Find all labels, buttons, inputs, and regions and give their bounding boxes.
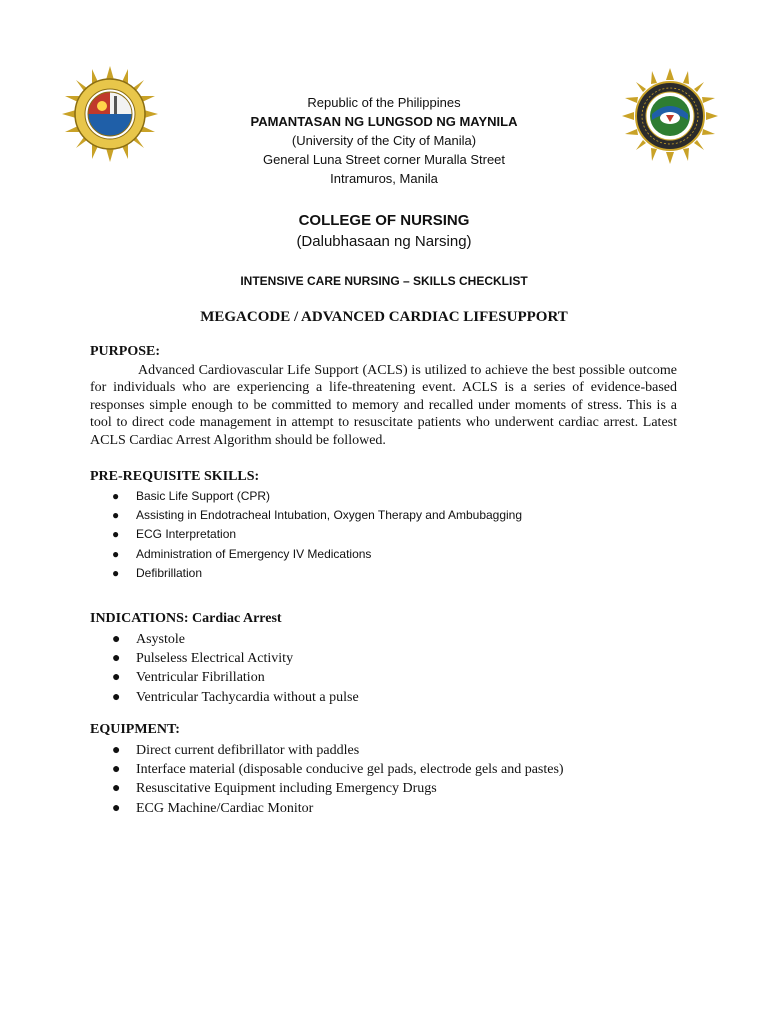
college-block xyxy=(184,211,584,253)
bullet-icon: ● xyxy=(112,762,121,778)
list-item: ● Pulseless Electrical Activity xyxy=(90,649,359,668)
university-name: PAMANTASAN NG LUNGSOD NG MAYNILA xyxy=(250,114,518,129)
address-line-1: General Luna Street corner Muralla Street xyxy=(262,152,506,167)
list-item: ● Asystole xyxy=(90,630,359,649)
prerequisites-heading: PRE-REQUISITE SKILLS: xyxy=(90,469,260,484)
college-subtitle: (Dalubhasaan ng Narsing) xyxy=(296,233,472,250)
purpose-paragraph: Advanced Cardiovascular Life Support (ACLS) is utilized to achieve the best possible outcome for individuals who are experiencing a life-threatening event. ACLS is a series of evidence-based responses simple enough to be committed to memory and recalled under moments of stress. This is a tool to direct code management in attempt to resuscitate patients who underwent cardiac arrest. Latest ACLS Cardiac Arrest Algorithm should be followed. xyxy=(90,363,677,448)
university-seal-logo xyxy=(62,66,158,162)
bullet-icon: ● xyxy=(112,689,121,705)
prerequisites-list xyxy=(90,487,522,583)
indications-heading: INDICATIONS: Cardiac Arrest xyxy=(90,611,282,626)
bullet-icon: ● xyxy=(112,743,121,758)
list-item: ● ECG Machine/Cardiac Monitor xyxy=(90,799,564,818)
college-name: COLLEGE OF NURSING xyxy=(298,212,470,229)
purpose-heading: PURPOSE: xyxy=(90,344,160,359)
bullet-icon: ● xyxy=(112,527,120,542)
bullet-icon: ● xyxy=(112,670,121,686)
list-item: ● Administration of Emergency IV Medications xyxy=(90,545,522,564)
college-seal-logo xyxy=(622,68,718,164)
bullet-icon: ● xyxy=(112,565,120,580)
list-item: ● Interface material (disposable conducive gel pads, electrode gels and pastes) xyxy=(90,760,564,779)
equipment-list xyxy=(90,741,564,818)
list-item: ● Assisting in Endotracheal Intubation, Oxygen Therapy and Ambubagging xyxy=(90,506,522,525)
indications-list xyxy=(90,630,359,707)
bullet-icon: ● xyxy=(112,632,121,647)
list-item: ● Ventricular Tachycardia without a pulse xyxy=(90,688,359,707)
republic-line: Republic of the Philippines xyxy=(307,95,461,110)
bullet-icon: ● xyxy=(112,489,120,503)
list-item: ● Direct current defibrillator with paddles xyxy=(90,741,564,760)
bullet-icon: ● xyxy=(112,546,120,561)
bullet-icon: ● xyxy=(112,651,121,667)
list-item: ● Defibrillation xyxy=(90,564,522,583)
procedure-title: MEGACODE / ADVANCED CARDIAC LIFESUPPORT xyxy=(200,309,568,325)
address-line-2: Intramuros, Manila xyxy=(330,171,438,186)
list-item: ● Basic Life Support (CPR) xyxy=(90,487,522,506)
list-item: ● Ventricular Fibrillation xyxy=(90,668,359,687)
list-item: ● Resuscitative Equipment including Emergency Drugs xyxy=(90,779,564,798)
bullet-icon: ● xyxy=(112,508,120,523)
institution-header xyxy=(184,93,584,188)
list-item: ● ECG Interpretation xyxy=(90,525,522,544)
equipment-heading: EQUIPMENT: xyxy=(90,722,180,737)
checklist-title: INTENSIVE CARE NURSING – SKILLS CHECKLIST xyxy=(240,274,528,288)
university-english-name: (University of the City of Manila) xyxy=(291,133,477,148)
bullet-icon: ● xyxy=(112,800,121,816)
bullet-icon: ● xyxy=(112,781,121,797)
